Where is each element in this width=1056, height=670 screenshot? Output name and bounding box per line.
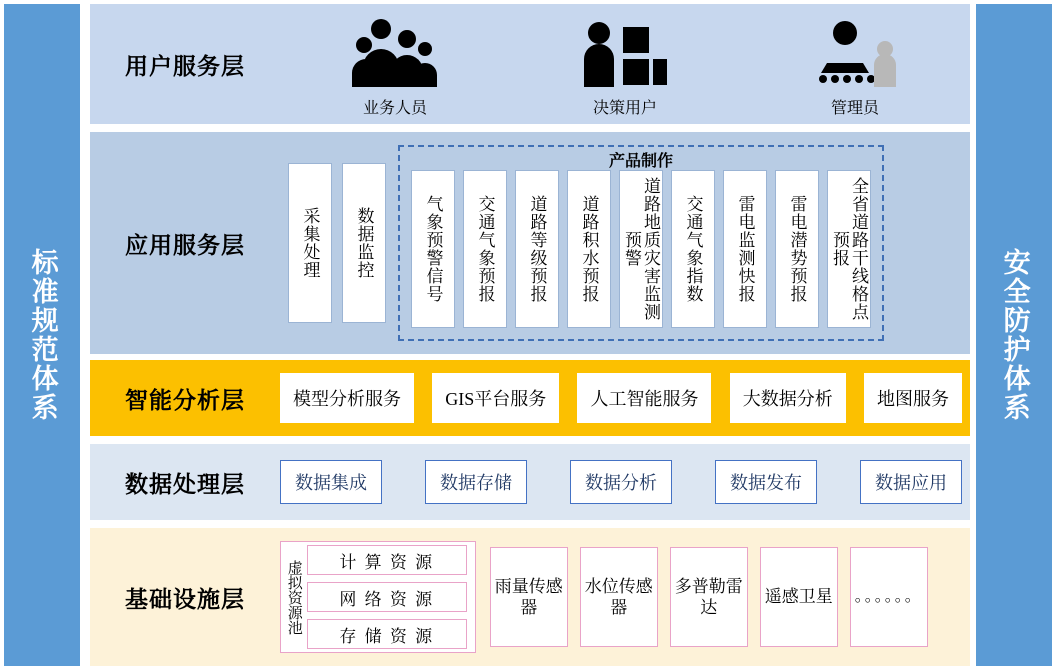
user-role-item[interactable] [581, 17, 669, 118]
data-processing-services [280, 460, 970, 504]
virtual-resource-pool-items [307, 545, 467, 649]
right-pillar [976, 4, 1052, 666]
layer-app-service-title: 应用服务层 [125, 232, 245, 258]
product-box[interactable] [723, 170, 767, 328]
resource-item[interactable] [307, 619, 467, 649]
product-box[interactable] [671, 170, 715, 328]
resource-item-label: 存 储 资 源 [339, 626, 435, 646]
data-service-label: 数据分析 [585, 473, 657, 493]
product-box-label: 气象预警信号 [423, 195, 443, 303]
person-with-blocks-icon [581, 17, 669, 93]
product-box[interactable] [411, 170, 455, 328]
data-service-label: 数据发布 [730, 473, 802, 493]
product-box[interactable] [463, 170, 507, 328]
layer-intelligent-analysis-title: 智能分析层 [125, 387, 245, 413]
data-service-chip[interactable] [570, 460, 672, 504]
layer-data-processing-title: 数据处理层 [125, 471, 245, 497]
product-box-label: 雷电监测快报 [735, 195, 755, 303]
data-service-label: 数据集成 [295, 473, 367, 493]
analysis-service-label: 大数据分析 [742, 389, 833, 409]
resource-item[interactable] [307, 545, 467, 575]
product-box[interactable] [515, 170, 559, 328]
data-service-label: 数据应用 [875, 473, 947, 493]
layer-infrastructure-title: 基础设施层 [125, 586, 245, 612]
layer-user-service-title: 用户服务层 [125, 53, 245, 79]
resource-item[interactable] [307, 582, 467, 612]
device-box[interactable] [490, 547, 568, 647]
device-label: 雨量传感器 [494, 576, 563, 617]
left-pillar-label: 标准规范体系 [27, 248, 58, 422]
layer-infrastructure-body [280, 528, 970, 666]
analysis-service-chip[interactable] [432, 373, 559, 423]
user-role-item[interactable] [351, 17, 439, 118]
device-label: 遥感卫星 [764, 587, 833, 607]
product-box-label: 交通气象预报 [475, 195, 495, 303]
device-box[interactable] [580, 547, 658, 647]
app-box-label: 数据监控 [354, 207, 374, 279]
layer-app-service [90, 132, 970, 354]
data-service-chip[interactable] [280, 460, 382, 504]
analysis-service-label: 模型分析服务 [293, 389, 401, 409]
analysis-service-chip[interactable] [864, 373, 962, 423]
resource-item-label: 网 络 资 源 [339, 589, 435, 609]
analysis-service-chip[interactable] [280, 373, 414, 423]
people-group-icon [351, 17, 439, 93]
device-box-ellipsis [850, 547, 928, 647]
layer-user-service-body [280, 4, 970, 124]
right-pillar-label: 安全防护体系 [999, 248, 1030, 422]
analysis-service-label: 人工智能服务 [590, 389, 699, 409]
device-box[interactable] [760, 547, 838, 647]
product-box-label: 道路地质灾害监测预警 [622, 177, 661, 321]
left-pillar [4, 4, 80, 666]
product-production-group [398, 145, 884, 341]
virtual-resource-pool [280, 541, 476, 653]
data-service-chip[interactable] [715, 460, 817, 504]
resource-item-label: 计 算 资 源 [339, 552, 435, 572]
analysis-service-chip[interactable] [577, 373, 711, 423]
user-role-label: 业务人员 [362, 100, 427, 117]
data-service-label: 数据存储 [440, 473, 512, 493]
app-box-collection[interactable] [288, 163, 332, 323]
user-role-item[interactable] [811, 17, 899, 118]
intelligent-analysis-services [280, 373, 970, 423]
product-box-label: 雷电潜势预报 [787, 195, 807, 303]
product-production-title: 产品制作 [608, 153, 673, 170]
layer-data-processing [90, 444, 970, 520]
layer-data-processing-body [280, 444, 970, 520]
device-box[interactable] [670, 547, 748, 647]
user-role-label: 管理员 [830, 100, 879, 117]
layer-stack [90, 4, 970, 666]
virtual-resource-pool-label: 虚拟资源池 [285, 559, 302, 635]
product-box[interactable] [775, 170, 819, 328]
product-box[interactable] [619, 170, 663, 328]
layer-intelligent-analysis [90, 360, 970, 436]
product-box-label: 道路积水预报 [579, 195, 599, 303]
user-role-group [280, 4, 970, 124]
device-label: 。。。。。。 [854, 588, 923, 606]
product-box-label: 全省道路干线格点预报 [830, 177, 869, 321]
app-box-monitor[interactable] [342, 163, 386, 323]
product-box[interactable] [567, 170, 611, 328]
product-box-label: 道路等级预报 [527, 195, 547, 303]
device-label: 水位传感器 [584, 576, 653, 617]
layer-intelligent-analysis-body [280, 360, 970, 436]
analysis-service-label: 地图服务 [876, 389, 949, 409]
app-service-row [280, 132, 884, 354]
data-service-chip[interactable] [860, 460, 962, 504]
user-role-label: 决策用户 [592, 100, 657, 117]
analysis-service-label: GIS平台服务 [445, 389, 547, 409]
data-service-chip[interactable] [425, 460, 527, 504]
device-label: 多普勒雷达 [674, 576, 743, 617]
product-box-label: 交通气象指数 [683, 195, 703, 303]
analysis-service-chip[interactable] [730, 373, 846, 423]
admin-person-icon [811, 17, 899, 93]
app-box-label: 采集处理 [300, 207, 320, 279]
layer-app-service-body [280, 132, 970, 354]
infrastructure-items [280, 528, 970, 666]
product-box[interactable] [827, 170, 871, 328]
layer-user-service [90, 4, 970, 124]
layer-infrastructure [90, 528, 970, 666]
